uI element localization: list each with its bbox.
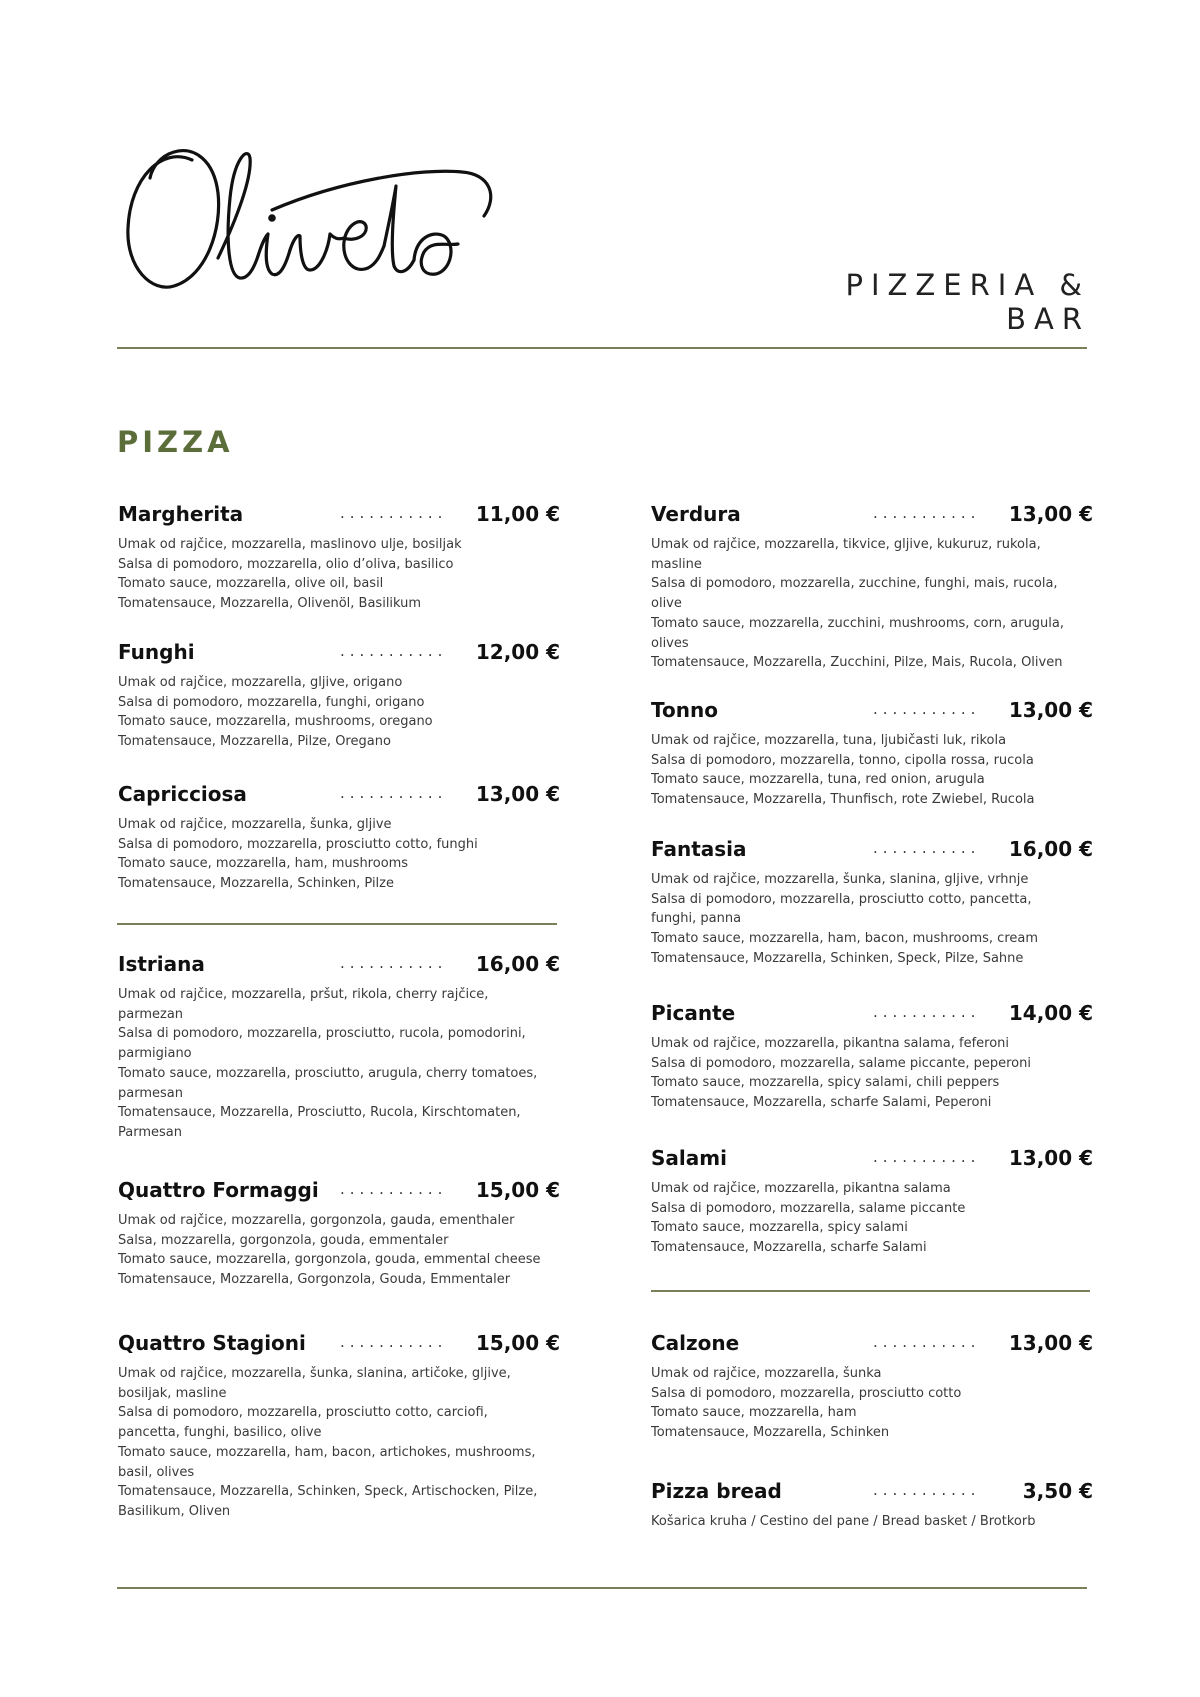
item-description bbox=[651, 1179, 1093, 1258]
description-line: Tomato sauce, mozzarella, ham, bacon, artichokes, mushrooms, bbox=[118, 1444, 536, 1460]
description-line: Umak od rajčice, mozzarella, gljive, origano bbox=[118, 675, 403, 690]
menu-item bbox=[118, 782, 560, 894]
description-line: Tomato sauce, mozzarella, tuna, red onion, arugula bbox=[651, 772, 985, 788]
description-line: Tomatensauce, Mozzarella, scharfe Salami, Peperoni bbox=[651, 1095, 992, 1111]
menu-item bbox=[118, 1178, 560, 1290]
item-price: 14,00 € bbox=[1008, 1001, 1093, 1025]
item-price: 15,00 € bbox=[475, 1178, 560, 1202]
leader-dots: ........... bbox=[340, 1333, 448, 1351]
menu-item bbox=[118, 952, 560, 1143]
description-line: basil, olives bbox=[118, 1464, 195, 1480]
description-line: Tomatensauce, Mozzarella, Schinken, Speck, Pilze, Sahne bbox=[651, 950, 1024, 966]
description-line: Basilikum, Oliven bbox=[118, 1503, 231, 1519]
item-price: 15,00 € bbox=[475, 1331, 560, 1355]
item-description bbox=[651, 1034, 1093, 1113]
description-line: Tomato sauce, mozzarella, ham, bacon, mushrooms, cream bbox=[651, 931, 1039, 947]
description-line: Umak od rajčice, mozzarella, šunka, gljive bbox=[118, 817, 392, 832]
description-line: Umak od rajčice, mozzarella, pikantna salama bbox=[651, 1181, 951, 1196]
description-line: Umak od rajčice, mozzarella, maslinovo ulje, bosiljak bbox=[118, 537, 462, 552]
description-line: Umak od rajčice, mozzarella, šunka, slanina, gljive, vrhnje bbox=[651, 872, 1029, 887]
item-price: 12,00 € bbox=[475, 640, 560, 664]
item-name: Margherita bbox=[118, 502, 244, 526]
item-description bbox=[651, 1364, 1093, 1443]
description-line: Salsa di pomodoro, mozzarella, funghi, origano bbox=[118, 694, 425, 710]
description-line: masline bbox=[651, 556, 702, 572]
item-price: 11,00 € bbox=[475, 502, 560, 526]
description-line: Salsa di pomodoro, mozzarella, prosciutto cotto, funghi bbox=[118, 836, 478, 852]
description-line: Tomatensauce, Mozzarella, scharfe Salami bbox=[651, 1240, 927, 1256]
item-name: Tonno bbox=[651, 698, 718, 722]
description-line: Salsa di pomodoro, mozzarella, zucchine, funghi, mais, rucola, bbox=[651, 576, 1058, 592]
description-line: Tomato sauce, mozzarella, mushrooms, oregano bbox=[118, 714, 433, 730]
menu-item bbox=[651, 837, 1093, 969]
leader-dots: ........... bbox=[340, 954, 448, 972]
description-line: funghi, panna bbox=[651, 911, 742, 927]
menu-item bbox=[651, 502, 1093, 673]
description-line: Salsa di pomodoro, mozzarella, salame piccante, peperoni bbox=[651, 1055, 1031, 1071]
item-price: 13,00 € bbox=[1008, 1146, 1093, 1170]
description-line: Salsa di pomodoro, mozzarella, tonno, cipolla rossa, rucola bbox=[651, 752, 1034, 768]
description-line: Tomato sauce, mozzarella, spicy salami, chili peppers bbox=[651, 1075, 1000, 1091]
item-description bbox=[651, 1512, 1093, 1532]
description-line: bosiljak, masline bbox=[118, 1385, 227, 1401]
description-line: Tomato sauce, mozzarella, zucchini, mushrooms, corn, arugula, bbox=[651, 615, 1065, 631]
description-line: Tomatensauce, Mozzarella, Thunfisch, rote Zwiebel, Rucola bbox=[651, 792, 1035, 808]
item-price: 13,00 € bbox=[1008, 1331, 1093, 1355]
tagline: PIZZERIA & BAR bbox=[845, 268, 1090, 336]
menu-item bbox=[118, 502, 560, 614]
description-line: Umak od rajčice, mozzarella, pršut, rikola, cherry rajčice, bbox=[118, 987, 489, 1002]
item-name: Fantasia bbox=[651, 837, 747, 861]
item-name: Capricciosa bbox=[118, 782, 247, 806]
description-line: Tomato sauce, mozzarella, olive oil, basil bbox=[118, 576, 384, 592]
item-price: 13,00 € bbox=[1008, 502, 1093, 526]
description-line: Salsa di pomodoro, mozzarella, prosciutto, rucola, pomodorini, bbox=[118, 1026, 526, 1042]
column-divider bbox=[651, 1290, 1090, 1292]
menu-item bbox=[118, 640, 560, 752]
leader-dots: ........... bbox=[873, 1003, 981, 1021]
leader-dots: ........... bbox=[873, 839, 981, 857]
menu-item bbox=[651, 1479, 1093, 1532]
footer-divider bbox=[117, 1587, 1087, 1589]
item-price: 16,00 € bbox=[1008, 837, 1093, 861]
description-line: Salsa di pomodoro, mozzarella, prosciutto cotto bbox=[651, 1385, 962, 1401]
item-name: Funghi bbox=[118, 640, 195, 664]
description-line: Tomato sauce, mozzarella, ham, mushrooms bbox=[118, 856, 409, 872]
item-name: Pizza bread bbox=[651, 1479, 782, 1503]
description-line: Tomato sauce, mozzarella, ham bbox=[651, 1405, 857, 1421]
item-description bbox=[118, 535, 560, 614]
description-line: Salsa, mozzarella, gorgonzola, gouda, emmentaler bbox=[118, 1232, 449, 1248]
item-name: Verdura bbox=[651, 502, 741, 526]
description-line: Salsa di pomodoro, mozzarella, olio d’oliva, basilico bbox=[118, 556, 454, 572]
description-line: Tomatensauce, Mozzarella, Schinken, Speck, Artischocken, Pilze, bbox=[118, 1484, 538, 1500]
item-name: Quattro Formaggi bbox=[118, 1178, 319, 1202]
description-line: Tomato sauce, mozzarella, prosciutto, arugula, cherry tomatoes, bbox=[118, 1065, 538, 1081]
description-line: Salsa di pomodoro, mozzarella, prosciutto cotto, pancetta, bbox=[651, 891, 1032, 907]
leader-dots: ........... bbox=[340, 784, 448, 802]
description-line: Salsa di pomodoro, mozzarella, salame piccante bbox=[651, 1200, 966, 1216]
menu-item bbox=[651, 1146, 1093, 1258]
leader-dots: ........... bbox=[873, 700, 981, 718]
description-line: Parmesan bbox=[118, 1124, 182, 1140]
header-divider bbox=[117, 347, 1087, 349]
oliveto-logo bbox=[122, 138, 502, 318]
description-line: Tomatensauce, Mozzarella, Olivenöl, Basilikum bbox=[118, 596, 422, 612]
description-line: pancetta, funghi, basilico, olive bbox=[118, 1425, 322, 1441]
description-line: Tomatensauce, Mozzarella, Schinken, Pilze bbox=[118, 876, 394, 892]
description-line: parmesan bbox=[118, 1085, 183, 1101]
description-line: parmezan bbox=[118, 1006, 184, 1022]
description-line: olives bbox=[651, 635, 689, 651]
description-line: Umak od rajčice, mozzarella, tikvice, gljive, kukuruz, rukola, bbox=[651, 537, 1041, 552]
description-line: Tomato sauce, mozzarella, spicy salami bbox=[651, 1220, 908, 1236]
item-price: 3,50 € bbox=[1022, 1479, 1093, 1503]
description-line: Umak od rajčice, mozzarella, šunka, slanina, artičoke, gljive, bbox=[118, 1366, 511, 1381]
leader-dots: ........... bbox=[340, 504, 448, 522]
leader-dots: ........... bbox=[873, 1148, 981, 1166]
item-description bbox=[118, 1211, 560, 1290]
item-description bbox=[118, 673, 560, 752]
section-title: PIZZA bbox=[117, 425, 234, 459]
description-line: parmigiano bbox=[118, 1046, 192, 1062]
leader-dots: ........... bbox=[873, 1481, 981, 1499]
menu-item bbox=[651, 1001, 1093, 1113]
item-price: 16,00 € bbox=[475, 952, 560, 976]
item-name: Calzone bbox=[651, 1331, 740, 1355]
item-description bbox=[651, 870, 1093, 969]
description-line: Tomatensauce, Mozzarella, Zucchini, Pilze, Mais, Rucola, Oliven bbox=[651, 655, 1063, 671]
item-price: 13,00 € bbox=[475, 782, 560, 806]
menu-item bbox=[118, 1331, 560, 1522]
item-price: 13,00 € bbox=[1008, 698, 1093, 722]
description-line: Košarica kruha / Cestino del pane / Bread basket / Brotkorb bbox=[651, 1514, 1036, 1529]
leader-dots: ........... bbox=[873, 1333, 981, 1351]
leader-dots: ........... bbox=[340, 642, 448, 660]
item-description bbox=[651, 535, 1093, 673]
description-line: olive bbox=[651, 596, 682, 612]
column-divider bbox=[117, 923, 557, 925]
description-line: Tomatensauce, Mozzarella, Gorgonzola, Gouda, Emmentaler bbox=[118, 1272, 511, 1288]
item-name: Istriana bbox=[118, 952, 205, 976]
menu-item bbox=[651, 698, 1093, 810]
description-line: Tomatensauce, Mozzarella, Prosciutto, Rucola, Kirschtomaten, bbox=[118, 1105, 521, 1121]
item-description bbox=[118, 985, 560, 1143]
description-line: Tomato sauce, mozzarella, gorgonzola, gouda, emmental cheese bbox=[118, 1252, 541, 1268]
description-line: Salsa di pomodoro, mozzarella, prosciutto cotto, carciofi, bbox=[118, 1405, 488, 1421]
description-line: Umak od rajčice, mozzarella, šunka bbox=[651, 1366, 882, 1381]
item-description bbox=[118, 1364, 560, 1522]
item-name: Quattro Stagioni bbox=[118, 1331, 306, 1355]
description-line: Umak od rajčice, mozzarella, gorgonzola, gauda, ementhaler bbox=[118, 1213, 515, 1228]
leader-dots: ........... bbox=[873, 504, 981, 522]
item-description bbox=[118, 815, 560, 894]
description-line: Tomatensauce, Mozzarella, Pilze, Oregano bbox=[118, 734, 391, 750]
item-name: Picante bbox=[651, 1001, 736, 1025]
description-line: Umak od rajčice, mozzarella, tuna, ljubičasti luk, rikola bbox=[651, 733, 1007, 748]
description-line: Tomatensauce, Mozzarella, Schinken bbox=[651, 1425, 890, 1441]
item-name: Salami bbox=[651, 1146, 727, 1170]
description-line: Umak od rajčice, mozzarella, pikantna salama, feferoni bbox=[651, 1036, 1010, 1051]
leader-dots: ........... bbox=[340, 1180, 448, 1198]
menu-item bbox=[651, 1331, 1093, 1443]
item-description bbox=[651, 731, 1093, 810]
